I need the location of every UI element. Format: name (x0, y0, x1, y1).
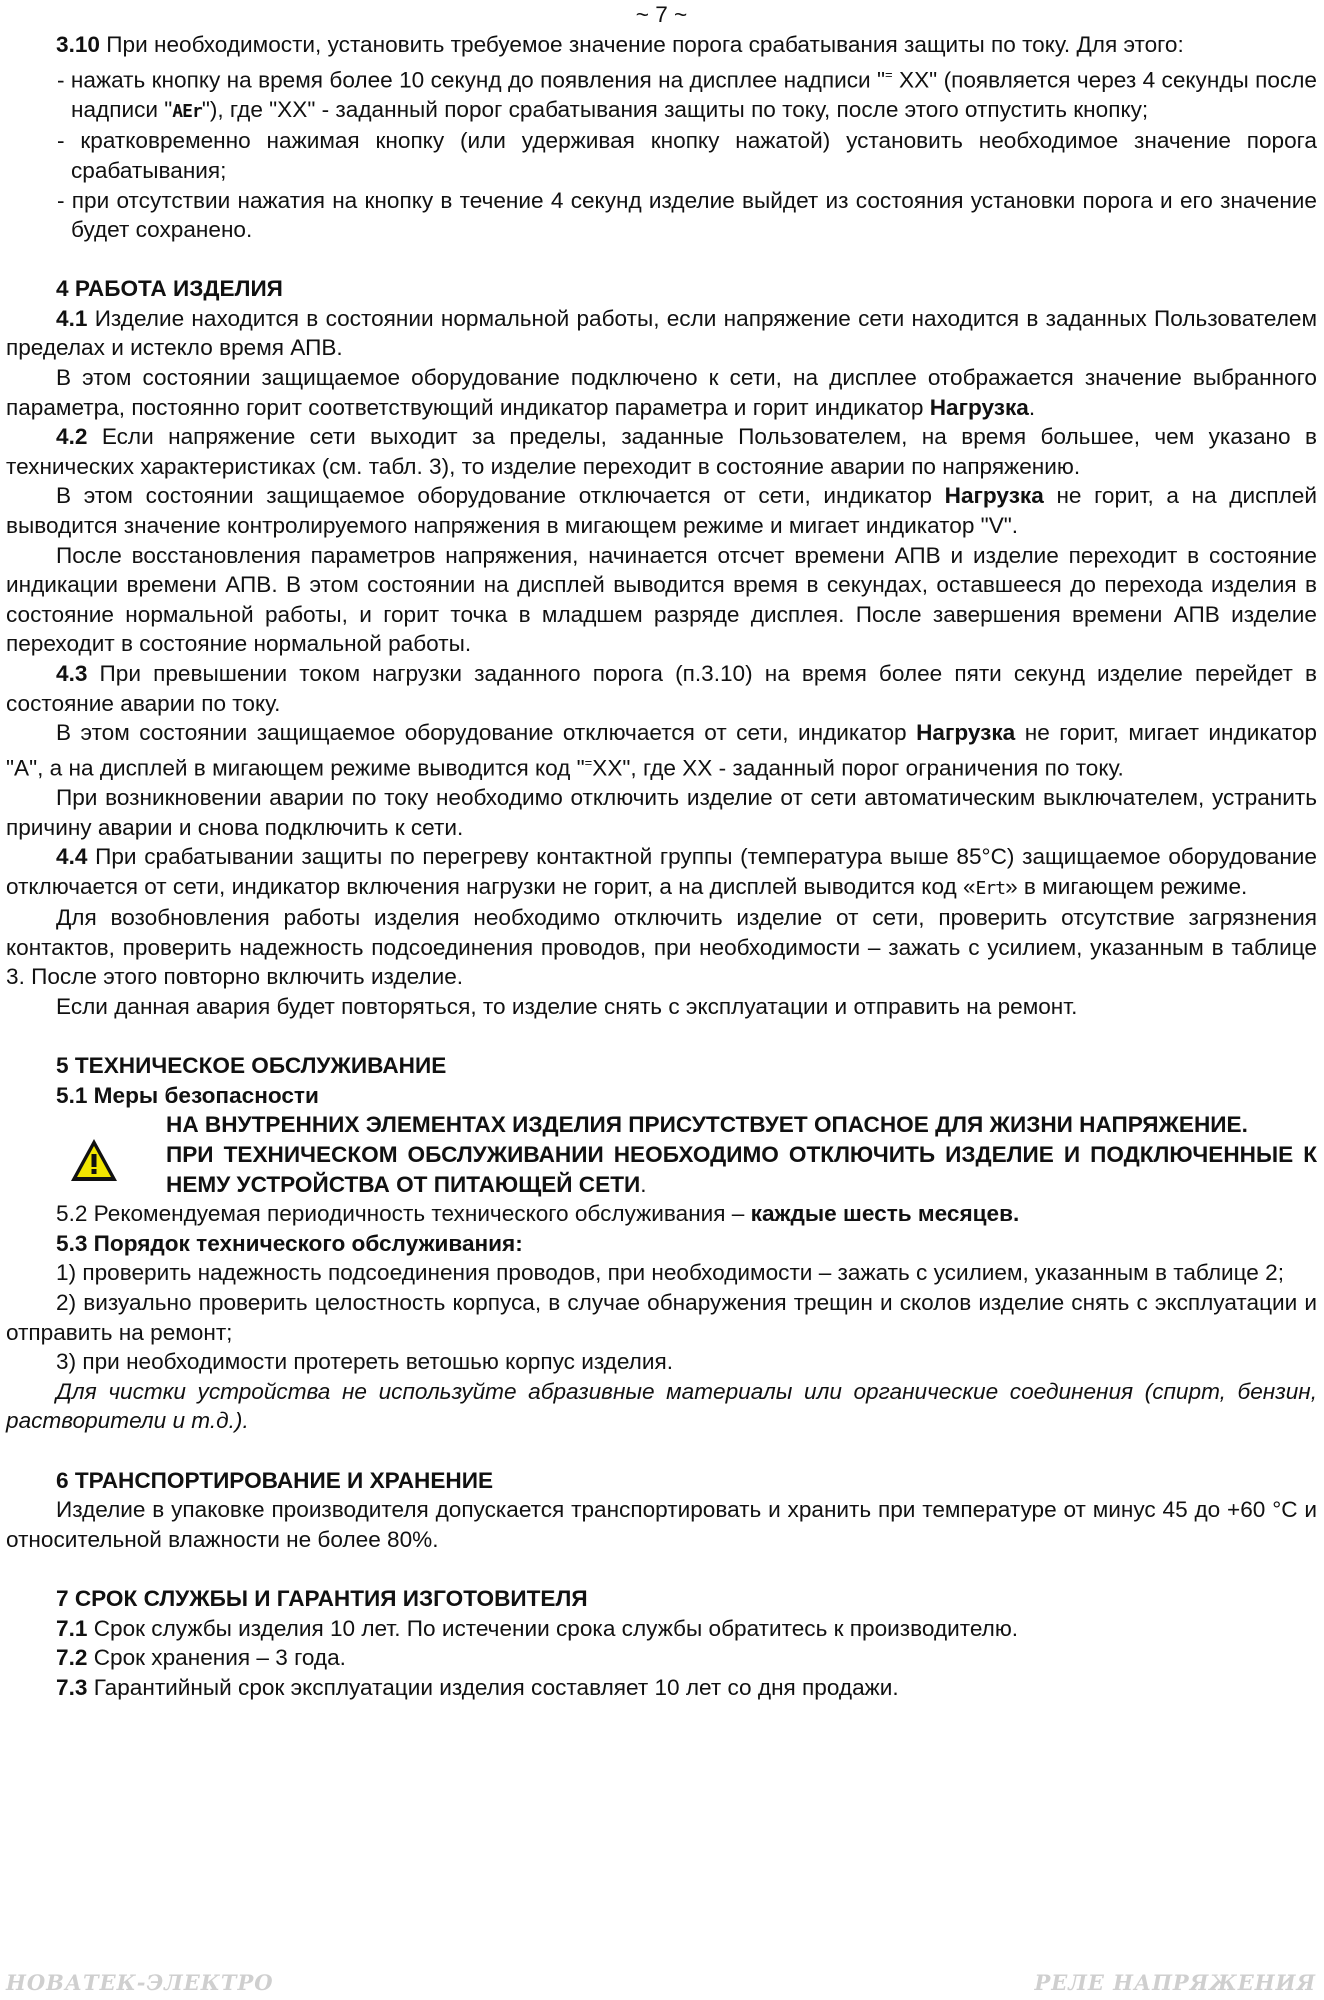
footer-brand: НОВАТЕК-ЭЛЕКТРО (6, 1970, 274, 1995)
cleaning-note: Для чистки устройства не используйте абразивные материалы или органические соединения (спирт, бензин, растворители и т.д.). (6, 1378, 1317, 1434)
paragraph-4-4: 4.4 При срабатывании защиты по перегреву контактной группы (температура выше 85°С) защищаемое оборудование отключается от сети, индикатор включения нагрузки не горит, а на дисплей выводится код «Ert» в мигающем режиме. (6, 844, 1317, 899)
paragraph: После восстановления параметров напряжения, начинается отсчет времени АПВ и изделие переходит в состояние индикации времени АПВ. В этом состоянии на дисплей выводится время в секундах, оставшееся до перехода изделия в состояние нормальной работы, и горит точка в младшем разряде дисплея. После завершения времени АПВ изделие переходит в состояние нормальной работы. (6, 542, 1317, 657)
paragraph: В этом состоянии защищаемое оборудование подключено к сети, на дисплее отображается значение выбранного параметра, постоянно горит соответствующий индикатор параметра и горит индикатор Нагрузка. (6, 365, 1317, 420)
section-5-heading: 5 ТЕХНИЧЕСКОЕ ОБСЛУЖИВАНИЕ (56, 1053, 447, 1079)
paragraph-4-2: 4.2 Если напряжение сети выходит за пределы, заданные Пользователем, на время большее, чем указано в технических характеристиках (см. табл. 3), то изделие переходит в состояние аварии по напряжению. (6, 424, 1317, 479)
section-7-heading: 7 СРОК СЛУЖБЫ И ГАРАНТИЯ ИЗГОТОВИТЕЛЯ (56, 1585, 588, 1611)
paragraph: Для возобновления работы изделия необходимо отключить изделие от сети, проверить отсутствие загрязнения контактов, проверить надежность подсоединения проводов, при необходимости – зажать с усилием, указанным в таблице 3. После этого повторно включить изделие. (6, 905, 1317, 990)
warning-triangle-icon (69, 1137, 119, 1183)
warning-line-1: НА ВНУТРЕННИХ ЭЛЕМЕНТАХ ИЗДЕЛИЯ ПРИСУТСТВУЕТ ОПАСНОЕ ДЛЯ ЖИЗНИ НАПРЯЖЕНИЕ. (166, 1112, 1248, 1138)
display-code-ert: Ert (975, 877, 1006, 899)
paragraph-4-3: 4.3 При превышении током нагрузки заданного порога (п.3.10) на время более пяти секунд изделие перейдет в состояние аварии по току. (6, 661, 1317, 716)
list-item: 1) проверить надежность подсоединения проводов, при необходимости – зажать с усилием, указанным в таблице 2; (56, 1260, 1284, 1286)
subsection-5-1: 5.1 Меры безопасности (56, 1082, 319, 1108)
subsection-5-3: 5.3 Порядок технического обслуживания: (56, 1230, 523, 1256)
paragraph: При возникновении аварии по току необходимо отключить изделие от сети автоматическим выключателем, устранить причину аварии и снова подключить к сети. (6, 784, 1317, 840)
section-4-heading: 4 РАБОТА ИЗДЕЛИЯ (56, 276, 283, 302)
page-number: ~ 7 ~ (635, 2, 688, 27)
paragraph: Если данная авария будет повторяться, то изделие снять с эксплуатации и отправить на ремонт. (56, 994, 1078, 1020)
section-6-heading: 6 ТРАНСПОРТИРОВАНИЕ И ХРАНЕНИЕ (56, 1467, 494, 1493)
list-item: 3) при необходимости протереть ветошью корпус изделия. (56, 1349, 673, 1375)
section-3-10: 3.10 При необходимости, установить требуемое значение порога срабатывания защиты по току. Для этого: (56, 32, 1184, 57)
list-item: - при отсутствии нажатия на кнопку в течение 4 секунд изделие выйдет из состояния установки порога и его значение будет сохранено. (57, 187, 1317, 243)
display-code-aer: AEr (172, 100, 202, 122)
list-item: 7.1 Срок службы изделия 10 лет. По истечении срока службы обратитесь к производителю. (56, 1615, 1019, 1641)
footer-product: РЕЛЕ НАПРЯЖЕНИЯ (1034, 1970, 1316, 1995)
list-item: 7.3 Гарантийный срок эксплуатации изделия составляет 10 лет со дня продажи. (56, 1674, 899, 1700)
paragraph: В этом состоянии защищаемое оборудование отключается от сети, индикатор Нагрузка не горит, мигает индикатор "А", а на дисплей в мигающем режиме выводится код "=XX", где XX - заданный порог ограничения по току. (6, 720, 1318, 781)
list-item: - нажать кнопку на время более 10 секунд до появления на дисплее надписи "= XX" (появляется через 4 секунды после надписи "AEr"), где "XX" - заданный порог срабатывания защиты по току, после этого отпустить кнопку; (57, 66, 1317, 122)
paragraph-4-1: 4.1 Изделие находится в состоянии нормальной работы, если напряжение сети находится в заданных Пользователем пределах и истекло время АПВ. (6, 305, 1317, 361)
paragraph: В этом состоянии защищаемое оборудование отключается от сети, индикатор Нагрузка не горит, а на дисплей выводится значение контролируемого напряжения в мигающем режиме и мигает индикатор "V". (6, 483, 1317, 539)
list-item: 2) визуально проверить целостность корпуса, в случае обнаружения трещин и сколов изделие снять с эксплуатации и отправить на ремонт; (6, 1290, 1317, 1345)
list-item: - кратковременно нажимая кнопку (или удерживая кнопку нажатой) установить необходимое значение порога срабатывания; (57, 128, 1317, 183)
safety-warning (6, 1110, 1317, 1199)
warning-line-2: ПРИ ТЕХНИЧЕСКОМ ОБСЛУЖИВАНИИ НЕОБХОДИМО ОТКЛЮЧИТЬ ИЗДЕЛИЕ И ПОДКЛЮЧЕННЫЕ К НЕМУ УСТРОЙСТВА ОТ ПИТАЮЩЕЙ СЕТИ. (166, 1142, 1317, 1197)
list-item: 7.2 Срок хранения – 3 года. (56, 1645, 346, 1671)
page-footer (6, 1968, 1316, 1998)
paragraph-5-2: 5.2 Рекомендуемая периодичность технического обслуживания – каждые шесть месяцев. (56, 1201, 1020, 1227)
paragraph: Изделие в упаковке производителя допускается транспортировать и хранить при температуре от минус 45 до +60 °С и относительной влажности не более 80%. (6, 1497, 1317, 1552)
